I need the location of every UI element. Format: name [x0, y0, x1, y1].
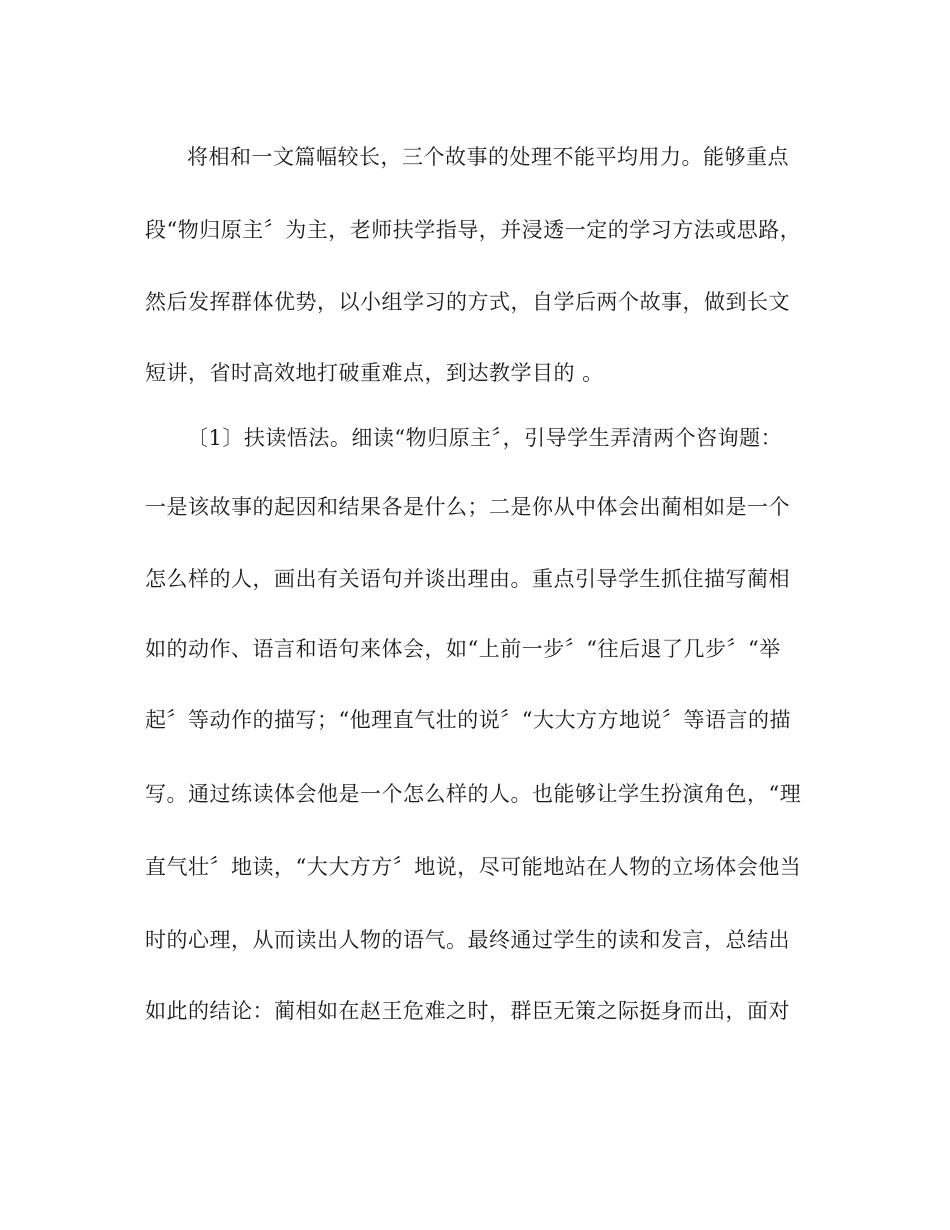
paragraph-2-line-9: 如此的结论：蔺相如在赵王危难之时，群臣无策之际挺身而出，面对 — [145, 999, 790, 1023]
paragraph-2-line-3: 怎么样的人，画出有关语句并谈出理由。重点引导学生抓住描写蔺相 — [145, 567, 790, 591]
paragraph-1-line-3: 然后发挥群体优势，以小组学习的方式，自学后两个故事，做到长文 — [145, 290, 790, 314]
paragraph-2-line-5: 起〞等动作的描写；“他理直气壮的说〞“大大方方地说〞等语言的描 — [145, 708, 791, 732]
paragraph-2-line-2: 一是该故事的起因和结果各是什么；二是你从中体会出蔺相如是一个 — [145, 495, 790, 519]
paragraph-2-line-8: 时的心理，从而读出人物的语气。最终通过学生的读和发言，总结出 — [145, 928, 790, 952]
paragraph-1-line-4: 短讲，省时高效地打破重难点，到达教学目的 。 — [145, 361, 604, 385]
paragraph-2-line-6: 写。通过练读体会他是一个怎么样的人。也能够让学生扮演角色，“理 — [145, 782, 802, 806]
paragraph-1-line-1: 将相和一文篇幅较长，三个故事的处理不能平均用力。能够重点 — [187, 145, 789, 169]
paragraph-2-line-7: 直气壮〞地读，“大大方方〞地说，尽可能地站在人物的立场体会他当 — [145, 855, 802, 879]
paragraph-1-line-2: 段“物归原主〞为主，老师扶学指导，并浸透一定的学习方法或思路， — [145, 218, 802, 242]
paragraph-2-line-1: 〔1〕扶读悟法。细读“物归原主〞，引导学生弄清两个咨询题： — [187, 426, 783, 450]
paragraph-2-line-4: 如的动作、语言和语句来体会，如“上前一步〞“往后退了几步〞“举 — [145, 637, 781, 661]
